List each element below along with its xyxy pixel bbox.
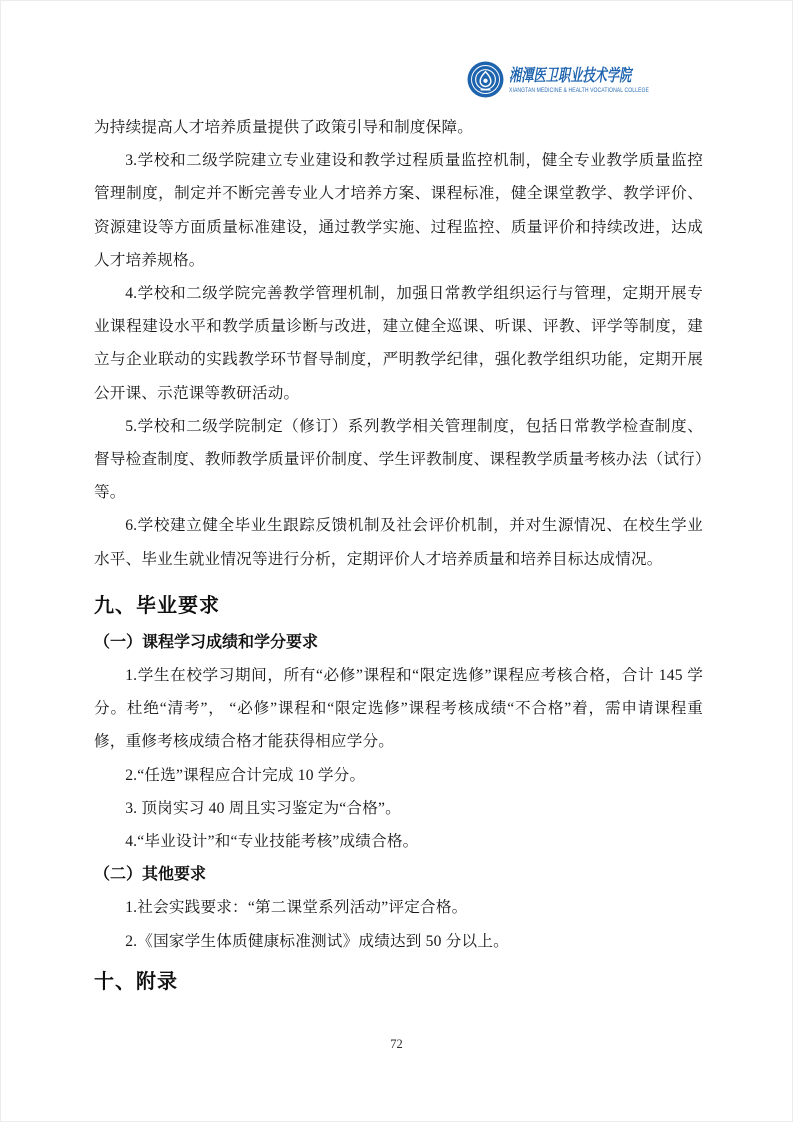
paragraph-item-5: 5.学校和二级学院制定（修订）系列教学相关管理制度，包括日常教学检查制度、督导检查制度、教师教学质量评价制度、学生评教制度、课程教学质量考核办法（试行）等。 <box>94 417 703 502</box>
college-name-block <box>509 65 688 95</box>
requirement-item: 4.“毕业设计”和“专业技能考核”成绩合格。 <box>125 833 419 851</box>
subsection-heading-two: （二）其他要求 <box>94 866 207 884</box>
college-name-zh: 湘潭医卫职业技术学院 <box>508 65 631 85</box>
section-heading-nine: 九、毕业要求 <box>94 594 220 617</box>
college-emblem-icon <box>467 61 504 98</box>
paragraph-item-4: 4.学校和二级学院完善教学管理机制，加强日常教学组织运行与管理，定期开展专业课程建设水平和教学质量诊断与改进，建立健全巡课、听课、评教、评学等制度，建立与企业联动的实践教学环节督导制度，严明教学纪律，强化教学组织功能，定期开展公开课、示范课等教研活动。 <box>94 285 703 402</box>
page-number: 72 <box>390 1037 403 1051</box>
requirement-item: 2.“任选”课程应合计完成 10 学分。 <box>125 766 366 784</box>
paragraph-item-3: 3.学校和二级学院建立专业建设和教学过程质量监控机制，健全专业教学质量监控管理制度，制定并不断完善专业人才培养方案、课程标准，健全课堂教学、教学评价、资源建设等方面质量标准建设，通过教学实施、过程监控、质量评价和持续改进，达成人才培养规格。 <box>94 152 703 269</box>
paragraph-continuation: 为持续提高人才培养质量提供了政策引导和制度保障。 <box>94 119 474 136</box>
requirement-item: 2.《国家学生体质健康标准测试》成绩达到 50 分以上。 <box>125 932 509 950</box>
document-body <box>94 111 703 1002</box>
subsection-heading-one: （一）课程学习成绩和学分要求 <box>94 633 319 651</box>
college-name-en: XIANGTAN MEDICINE & HEALTH VOCATIONAL COLLEGE <box>508 86 649 94</box>
paragraph-item-6: 6.学校建立健全毕业生跟踪反馈机制及社会评价机制，并对生源情况、在校生学业水平、毕业生就业情况等进行分析，定期评价人才培养质量和培养目标达成情况。 <box>94 517 703 568</box>
college-logo <box>467 61 688 98</box>
requirement-item: 1.社会实践要求：“第二课堂系列活动”评定合格。 <box>125 899 468 917</box>
section-heading-ten: 十、附录 <box>94 970 178 993</box>
requirement-item: 1.学生在校学习期间，所有“必修”课程和“限定选修”课程应考核合格，合计 145 学分。杜绝“清考”， “必修”课程和“限定选修”课程考核成绩“不合格”着，需申请课程重修，重修考核成绩合格才能获得相应学分。 <box>94 667 703 751</box>
requirement-item: 3. 顶岗实习 40 周且实习鉴定为“合格”。 <box>125 799 401 817</box>
